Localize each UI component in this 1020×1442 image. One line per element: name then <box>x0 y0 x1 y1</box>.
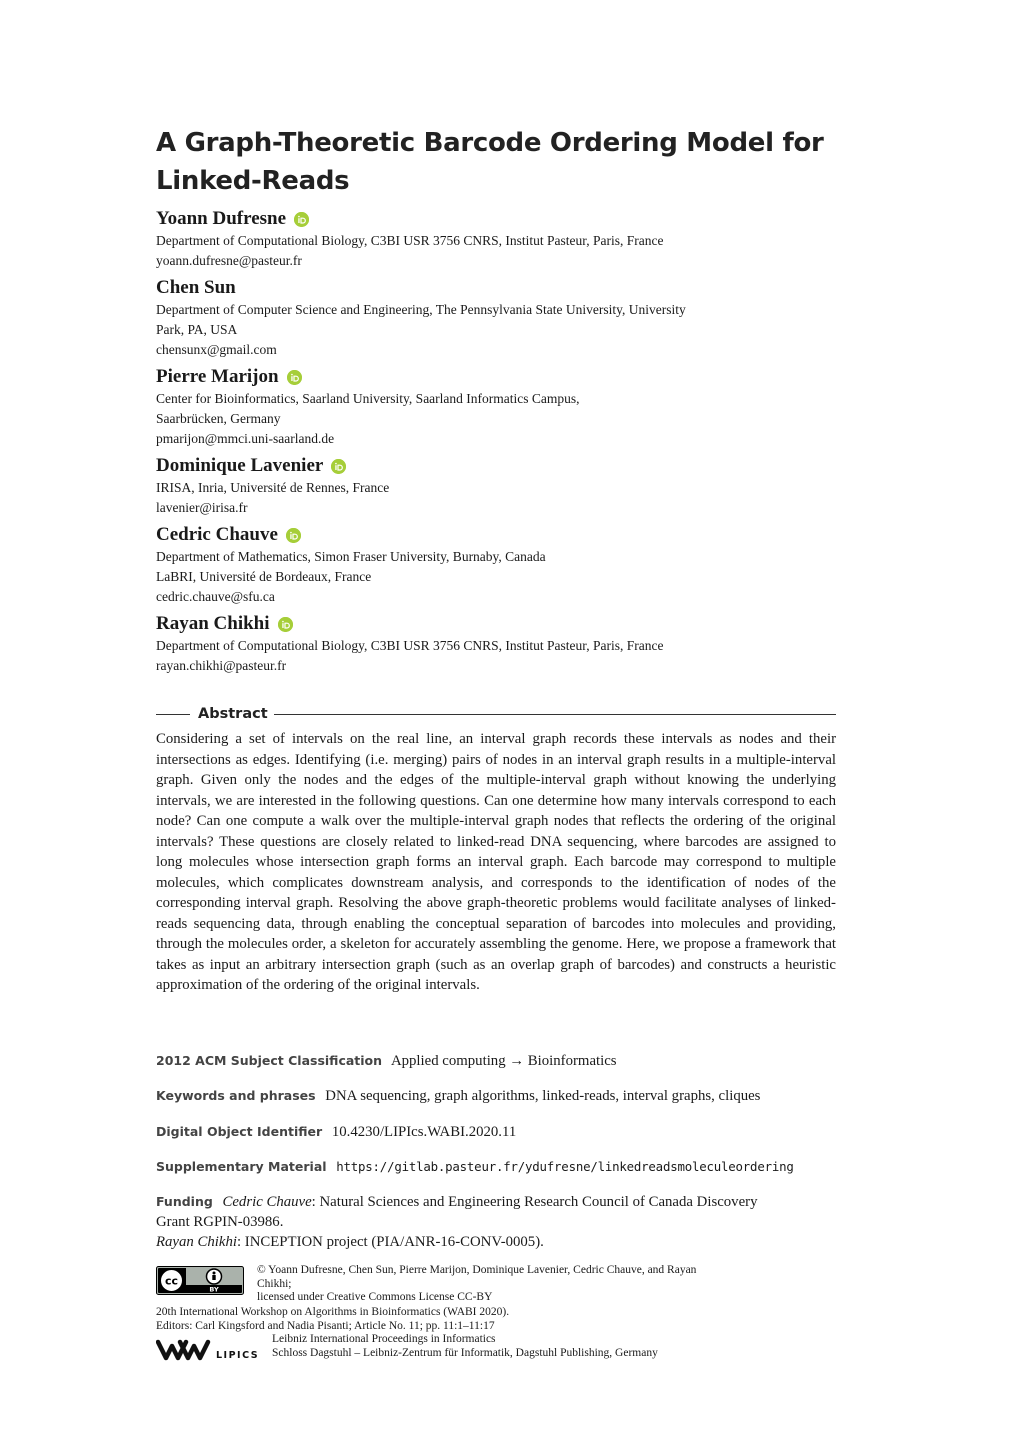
funding-text: : INCEPTION project (PIA/ANR-16-CONV-0005). <box>236 1234 544 1250</box>
publication-info <box>156 1306 836 1333</box>
author-block <box>156 612 836 676</box>
funding-person: Cedric Chauve <box>222 1194 312 1210</box>
email: lavenier@irisa.fr <box>156 500 248 515</box>
license-line: licensed under Creative Commons License CC-BY <box>257 1291 493 1303</box>
orcid-icon[interactable] <box>331 459 346 474</box>
funding-person: Rayan Chikhi <box>156 1234 237 1250</box>
doi <box>156 1122 846 1142</box>
affiliation: Department of Computational Biology, C3BI USR 3756 CNRS, Institut Pasteur, Paris, France <box>156 638 664 653</box>
author-list <box>156 207 836 681</box>
affiliation: LaBRI, Université de Bordeaux, France <box>156 569 372 584</box>
author-block <box>156 207 836 271</box>
publisher-line: Schloss Dagstuhl – Leibniz-Zentrum für Informatik, Dagstuhl Publishing, Germany <box>272 1346 658 1359</box>
author-name-text: Pierre Marijon <box>156 366 279 387</box>
abstract-label: Abstract <box>198 706 268 722</box>
orcid-icon[interactable] <box>294 212 309 227</box>
author-block <box>156 523 836 607</box>
funding-text: : Natural Sciences and Engineering Research Council of Canada Discovery <box>311 1194 758 1210</box>
lipics-logo-icon <box>156 1336 266 1362</box>
copyright-line: © Yoann Dufresne, Chen Sun, Pierre Marijon, Dominique Lavenier, Cedric Chauve, and Rayan <box>257 1264 697 1276</box>
abstract-text: Considering a set of intervals on the real line, an interval graph records these intervals as nodes and their intersections as edges. Identifying (i.e. merging) pairs of nodes in an interval graph results in a multiple-interval graph. Given only the nodes and the edges of the multiple-interval graph without knowing the underlying intervals, we are interested in the following questions. Can one determine how many intervals correspond to each node? Can one compute a walk over the multiple-interval graph nodes that reflects the ordering of the original intervals? These questions are closely related to linked-read DNA sequencing, where barcodes are assigned to long molecules whose intersection graph forms an interval graph. Each barcode may correspond to multiple molecules, which complicates downstream analysis, and corresponds to the identification of nodes of the corresponding interval graph. Resolving the above graph-theoretic problems would facilitate analyses of linked-reads sequencing data, through enabling the conceptual separation of barcodes into molecules and providing, through the molecules order, a skeleton for accurately assembling the genome. Here, we propose a framework that takes as input an arbitrary intersection graph (such as an overlap graph of barcodes) and constructs a heuristic approximation of the ordering of the original intervals. <box>156 731 836 993</box>
affiliation: Department of Computer Science and Engineering, The Pennsylvania State University, University <box>156 302 686 317</box>
affiliation: Department of Computational Biology, C3BI USR 3756 CNRS, Institut Pasteur, Paris, France <box>156 233 664 248</box>
supp-link[interactable]: https://gitlab.pasteur.fr/ydufresne/linkedreadsmoleculeordering <box>336 1159 794 1174</box>
paper-title <box>156 124 836 200</box>
author-name <box>156 365 302 389</box>
email: yoann.dufresne@pasteur.fr <box>156 253 302 268</box>
title-line-1: A Graph-Theoretic Barcode Ordering Model for <box>156 128 824 158</box>
funding-text: Grant RGPIN-03986. <box>156 1214 284 1230</box>
series-line: Leibniz International Proceedings in Informatics <box>272 1333 496 1345</box>
cc-label: cc <box>164 1274 179 1288</box>
email: cedric.chauve@sfu.ca <box>156 589 275 604</box>
author-name-text: Cedric Chauve <box>156 524 278 545</box>
keywords-value: DNA sequencing, graph algorithms, linked-reads, interval graphs, cliques <box>325 1088 761 1104</box>
acm-value: Applied computing → Bioinformatics <box>390 1053 617 1069</box>
editors-line: Editors: Carl Kingsford and Nadia Pisanti; Article No. 11; pp. 11:1–11:17 <box>156 1319 495 1332</box>
affiliation: Park, PA, USA <box>156 322 238 337</box>
funding <box>156 1192 846 1252</box>
title-line-2: Linked-Reads <box>156 166 350 196</box>
affiliation: Department of Mathematics, Simon Fraser University, Burnaby, Canada <box>156 549 546 564</box>
divider <box>156 714 190 715</box>
affiliation: Saarbrücken, Germany <box>156 411 281 426</box>
supp-label: Supplementary Material <box>156 1159 327 1174</box>
copyright-line: Chikhi; <box>257 1277 292 1290</box>
divider <box>274 714 836 715</box>
author-name <box>156 454 346 478</box>
email: chensunx@gmail.com <box>156 342 277 357</box>
by-label: BY <box>209 1285 219 1294</box>
orcid-icon[interactable] <box>278 617 293 632</box>
author-name-text: Dominique Lavenier <box>156 455 324 476</box>
email: pmarijon@mmci.uni-saarland.de <box>156 431 335 446</box>
affiliation: IRISA, Inria, Université de Rennes, France <box>156 480 390 495</box>
author-block <box>156 454 836 518</box>
keywords-label: Keywords and phrases <box>156 1088 316 1103</box>
affiliation: Center for Bioinformatics, Saarland University, Saarland Informatics Campus, <box>156 391 580 406</box>
acm-classification <box>156 1051 846 1071</box>
author-name <box>156 523 301 547</box>
acm-label: 2012 ACM Subject Classification <box>156 1053 383 1068</box>
email: rayan.chikhi@pasteur.fr <box>156 658 287 673</box>
author-name <box>156 612 293 636</box>
funding-label: Funding <box>156 1194 213 1209</box>
author-name <box>156 276 236 300</box>
lipics-info <box>272 1333 658 1360</box>
abstract-heading <box>156 703 836 725</box>
author-name <box>156 207 309 231</box>
orcid-icon[interactable] <box>286 528 301 543</box>
supplementary-material <box>156 1157 846 1177</box>
author-block <box>156 276 836 360</box>
doi-label: Digital Object Identifier <box>156 1124 323 1139</box>
author-block <box>156 365 836 449</box>
cc-by-badge-icon[interactable] <box>156 1266 244 1295</box>
doi-link[interactable]: 10.4230/LIPIcs.WABI.2020.11 <box>331 1124 517 1140</box>
author-name-text: Rayan Chikhi <box>156 613 270 634</box>
copyright-notice <box>257 1264 817 1305</box>
author-name-text: Chen Sun <box>156 277 236 298</box>
keywords <box>156 1086 846 1106</box>
conference-line: 20th International Workshop on Algorithms in Bioinformatics (WABI 2020). <box>156 1306 510 1318</box>
lipics-wordmark: LIPICS <box>216 1350 260 1361</box>
author-name-text: Yoann Dufresne <box>156 208 287 229</box>
orcid-icon[interactable] <box>287 370 302 385</box>
